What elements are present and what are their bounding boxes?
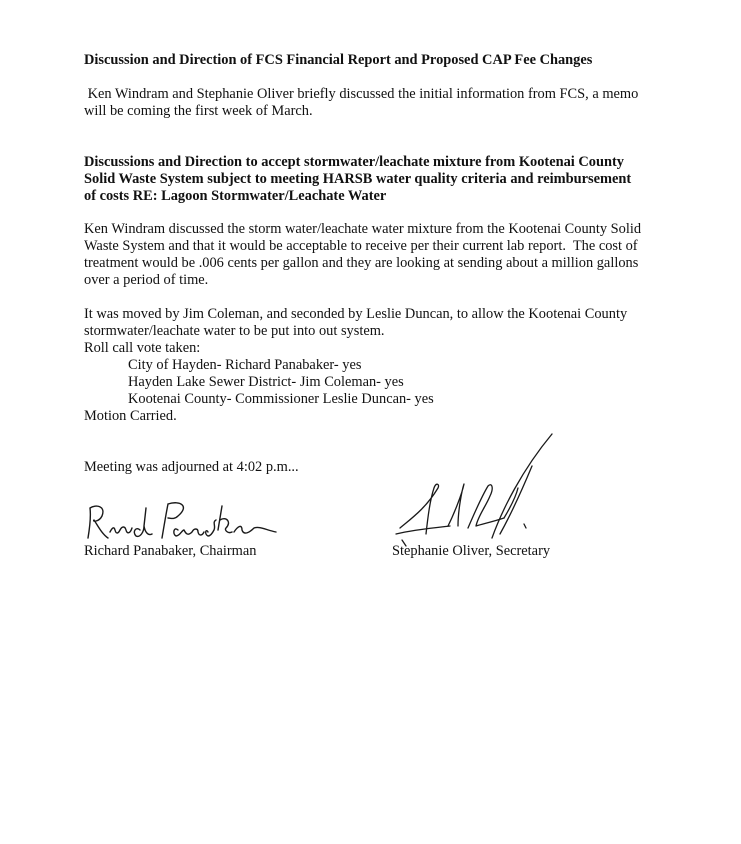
roll-call-label: Roll call vote taken: <box>84 340 201 356</box>
motion-block <box>84 306 684 425</box>
vote-line-1: City of Hayden- Richard Panabaker- yes <box>128 357 362 373</box>
section2-body-line-1: Ken Windram discussed the storm water/leachate water mixture from the Kootenai County Solid <box>84 221 642 237</box>
section1-heading: Discussion and Direction of FCS Financial Report and Proposed CAP Fee Changes <box>84 52 593 68</box>
section1-body-line-2: will be coming the first week of March. <box>84 103 313 119</box>
section2-heading <box>84 154 631 205</box>
secretary-name: Stephanie Oliver, Secretary <box>392 543 551 559</box>
section1-body <box>84 86 684 120</box>
section2-heading-line-3: of costs RE: Lagoon Stormwater/Leachate Water <box>84 188 387 204</box>
section2-heading-line-2: Solid Waste System subject to meeting HARSB water quality criteria and reimbursement <box>84 171 632 187</box>
section2-body-line-3: treatment would be .006 cents per gallon and they are looking at sending about a million gallons <box>84 255 639 271</box>
chairman-name: Richard Panabaker, Chairman <box>84 543 257 559</box>
section2-heading-line-1: Discussions and Direction to accept stormwater/leachate mixture from Kootenai County <box>84 154 624 170</box>
motion-line-1: It was moved by Jim Coleman, and seconded by Leslie Duncan, to allow the Kootenai County <box>84 306 628 322</box>
vote-line-3: Kootenai County- Commissioner Leslie Duncan- yes <box>128 391 434 407</box>
chairman-signature-image <box>82 496 282 546</box>
section1-body-line-1: Ken Windram and Stephanie Oliver briefly discussed the initial information from FCS, a memo <box>84 86 639 102</box>
adjourned-line: Meeting was adjourned at 4:02 p.m... <box>84 459 299 475</box>
section2-body <box>84 221 684 289</box>
secretary-signature-image <box>392 430 562 550</box>
motion-result: Motion Carried. <box>84 408 177 424</box>
motion-line-2: stormwater/leachate water to be put into out system. <box>84 323 385 339</box>
vote-line-2: Hayden Lake Sewer District- Jim Coleman- yes <box>128 374 404 390</box>
section2-body-line-2: Waste System and that it would be acceptable to receive per their current lab report. The cost of <box>84 238 638 254</box>
section2-body-line-4: over a period of time. <box>84 272 209 288</box>
